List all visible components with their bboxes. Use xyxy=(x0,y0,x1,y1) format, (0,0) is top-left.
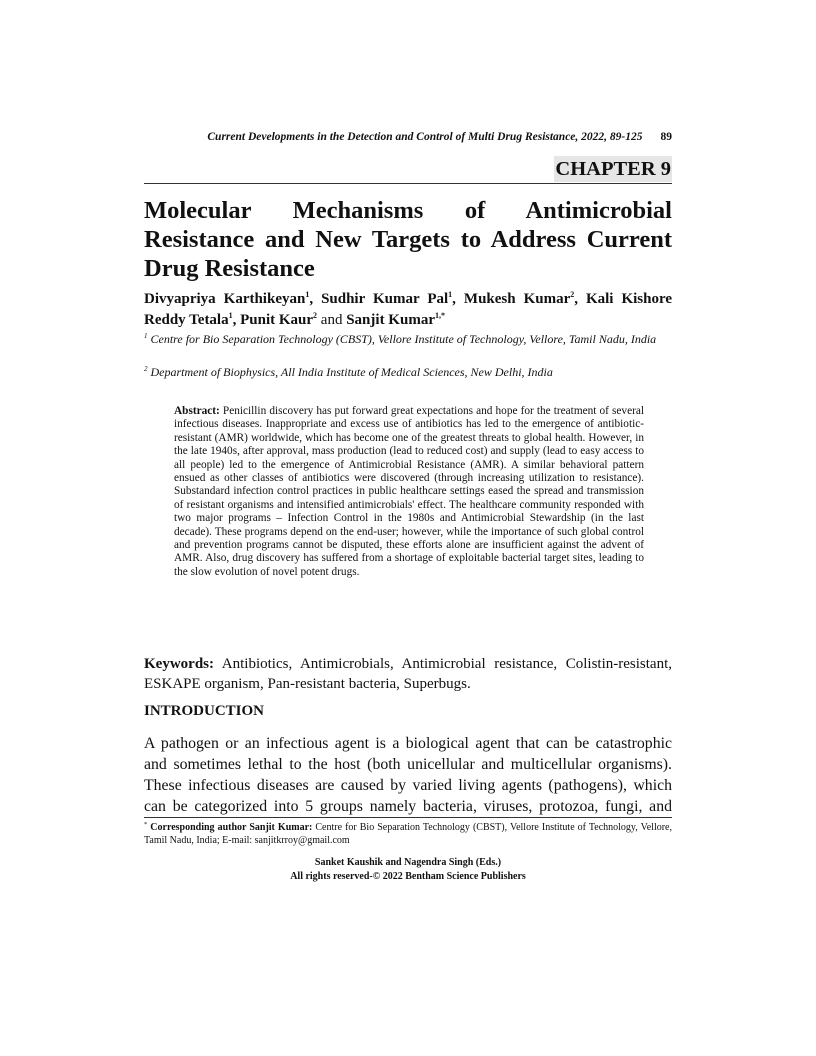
footnote-label: Corresponding author Sanjit Kumar: xyxy=(150,822,313,833)
keywords-text: Antibiotics, Antimicrobials, Antimicrobial resistance, Colistin-resistant, ESKAPE organism, Pan-resistant bacteria, Superbugs. xyxy=(144,656,672,692)
footnote-mark: * xyxy=(144,821,148,828)
running-header xyxy=(144,131,672,143)
footnote-text: Centre for Bio Separation Technology (CBST), Vellore Institute of Technology, Vellore, Tamil Nadu, India; E-mail: sanjitkrroy@gmail.com xyxy=(144,822,672,846)
abstract xyxy=(174,405,644,579)
affiliation-text: Centre for Bio Separation Technology (CBST), Vellore Institute of Technology, Vellore, Tamil Nadu, India xyxy=(150,332,657,346)
author-name: Kali Kishore Reddy Tetala xyxy=(144,291,673,328)
author-name: Punit Kaur xyxy=(240,312,314,328)
author-affiliation-mark: 1,* xyxy=(434,311,445,320)
body-line: can be categorized into 5 groups namely bacteria, viruses, protozoa, fungi, and xyxy=(144,798,672,815)
section-heading-introduction: INTRODUCTION xyxy=(144,703,265,719)
abstract-text: Penicillin discovery has put forward great expectations and hope for the treatment of several infectious diseases. Inappropriate and excess use of antibiotics has led to the emergence of antibiotic-resistant (AMR) worldwide, which has become one of the greatest threats to global health. However, in the late 1940s, after approval, mass production (lead to reduced cost) and supply (lead to easy access to all people) led to the emergence of Antimicrobial Resistance (AMR). A similar behavioral pattern ensued as other classes of antibiotics were discovered (through increasing utilization to resistance). Substandard infection control practices in public healthcare settings eased the spread and transmission of resistant organisms and intensified antimicrobials' effect. The healthcare community responded with two major programs – Infection Control in the 1980s and Antimicrobial Stewardship (in the last decade). These programs depend on the end-user; however, while the importance of such global control and prevention programs cannot be disputed, these efforts alone are insufficient against the advent of AMR. Also, drug discovery has suffered from a shortage of exploitable bacterial target sites, leading to the slow evolution of novel potent drugs. xyxy=(174,405,644,578)
author-name: Sudhir Kumar Pal xyxy=(321,291,449,307)
footnote-divider xyxy=(144,817,672,818)
author-name: Sanjit Kumar xyxy=(346,312,435,328)
body-line: These infectious diseases are caused by varied living agents (pathogens), which xyxy=(144,777,672,794)
author-name: Divyapriya Karthikeyan xyxy=(144,291,306,307)
affiliation-mark: 2 xyxy=(144,365,148,373)
body-line: and sometimes lethal to the host (both unicellular and multicellular organisms). xyxy=(144,756,672,773)
footnote xyxy=(144,821,672,847)
page-number: 89 xyxy=(660,131,672,143)
chapter-label: CHAPTER 9 xyxy=(555,158,671,180)
affiliation xyxy=(144,364,672,380)
rights-line: All rights reserved-© 2022 Bentham Science Publishers xyxy=(290,870,526,882)
author-affiliation-mark: 1 xyxy=(228,311,233,320)
author-affiliation-mark: 1 xyxy=(305,290,310,299)
affiliation-mark: 1 xyxy=(144,332,148,340)
title-line: Drug Resistance xyxy=(144,255,315,282)
author-list: Divyapriya Karthikeyan$^1$, Sudhir Kumar Pal$^1$, Mukesh Kumar$^2$, Kali Kishore Reddy Tetala$^1$, Punit Kaur$^2$ and Sanjit Kumar$^{1,*}$ xyxy=(144,290,673,328)
chapter-title xyxy=(144,196,672,283)
introduction-body xyxy=(144,733,672,817)
title-line: Molecular Mechanisms of Antimicrobial xyxy=(144,197,672,224)
body-line: A pathogen or an infectious agent is a biological agent that can be catastrophic xyxy=(144,735,672,752)
author-affiliation-mark: 1 xyxy=(448,290,453,299)
journal-citation: Current Developments in the Detection and Control of Multi Drug Resistance, 2022, 89-125 xyxy=(207,131,643,143)
abstract-label: Abstract: xyxy=(174,405,220,417)
editors-line: Sanket Kaushik and Nagendra Singh (Eds.) xyxy=(314,857,502,868)
author-affiliation-mark: 2 xyxy=(570,290,575,299)
title-line: Resistance and New Targets to Address Current xyxy=(144,226,672,253)
author-affiliation-mark: 2 xyxy=(313,311,318,320)
author-connector: and xyxy=(320,312,343,328)
chapter-divider xyxy=(144,183,672,184)
affiliation xyxy=(144,331,672,347)
paper-page xyxy=(144,0,672,1056)
publisher-info xyxy=(144,856,672,883)
keywords xyxy=(144,654,672,694)
affiliation-text: Department of Biophysics, All India Institute of Medical Sciences, New Delhi, India xyxy=(150,365,553,379)
keywords-label: Keywords: xyxy=(144,656,214,672)
author-name: Mukesh Kumar xyxy=(463,291,571,307)
